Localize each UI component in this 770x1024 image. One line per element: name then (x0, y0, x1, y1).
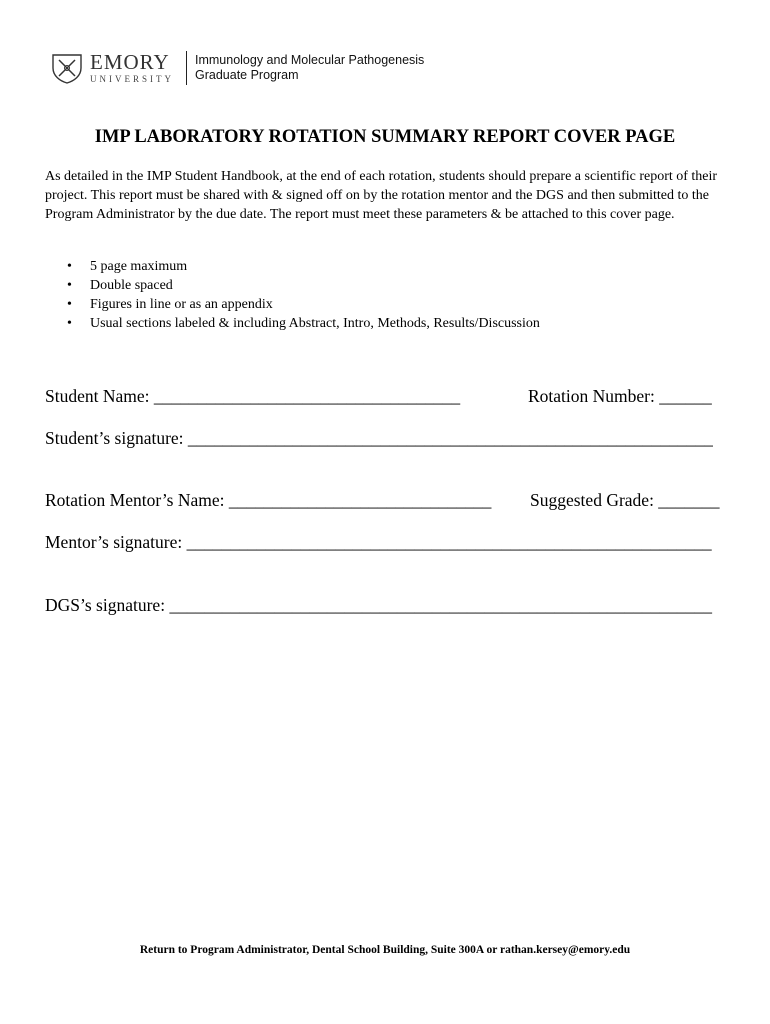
list-item-text: Figures in line or as an appendix (90, 297, 273, 312)
student-name-field[interactable]: Student Name: ___________________________________ (45, 386, 461, 406)
suggested-grade-field[interactable]: Suggested Grade: _______ (530, 490, 720, 510)
dept-line-1: Immunology and Molecular Pathogenesis (195, 53, 425, 67)
student-signature-field[interactable]: Student’s signature: ____________________________________________________________ (45, 428, 713, 448)
footer-note: Return to Program Administrator, Dental School Building, Suite 300A or rathan.kersey@emory.edu (139, 944, 631, 956)
list-item-text: Usual sections labeled & including Abstract, Intro, Methods, Results/Discussion (90, 316, 540, 331)
bullet-icon: • (67, 278, 72, 293)
mentor-name-field[interactable]: Rotation Mentor’s Name: ______________________________ (45, 490, 492, 510)
dept-line-2: Graduate Program (195, 68, 299, 82)
list-item (45, 314, 540, 333)
emory-wordmark (90, 52, 174, 84)
bullet-icon: • (67, 297, 72, 312)
bullet-icon: • (67, 259, 72, 274)
page-title: IMP LABORATORY ROTATION SUMMARY REPORT COVER PAGE (94, 127, 676, 147)
list-item (45, 295, 540, 314)
logo-sub: UNIVERSITY (90, 74, 174, 84)
list-item (45, 276, 540, 295)
emory-shield-icon (50, 51, 84, 85)
list-item-text: Double spaced (90, 278, 173, 293)
list-item-text: 5 page maximum (90, 259, 188, 274)
dgs-signature-field[interactable]: DGS’s signature: ______________________________________________________________ (45, 595, 712, 615)
rotation-number-field[interactable]: Rotation Number: ______ (528, 386, 712, 406)
department-name (195, 53, 424, 83)
intro-paragraph: As detailed in the IMP Student Handbook, at the end of each rotation, students should prepare a scientific report of their project. This report must be shared with & signed off on by the rotation mentor and the DGS and then submitted to the Program Administrator by the due date. The report must meet these parameters & be attached to this cover page. (45, 169, 718, 222)
bullet-icon: • (67, 316, 72, 331)
list-item (45, 257, 540, 276)
logo-name: EMORY (90, 50, 170, 74)
requirements-list (45, 257, 540, 333)
mentor-signature-field[interactable]: Mentor’s signature: ____________________________________________________________ (45, 532, 712, 552)
header-divider (186, 51, 187, 85)
header (50, 48, 424, 88)
